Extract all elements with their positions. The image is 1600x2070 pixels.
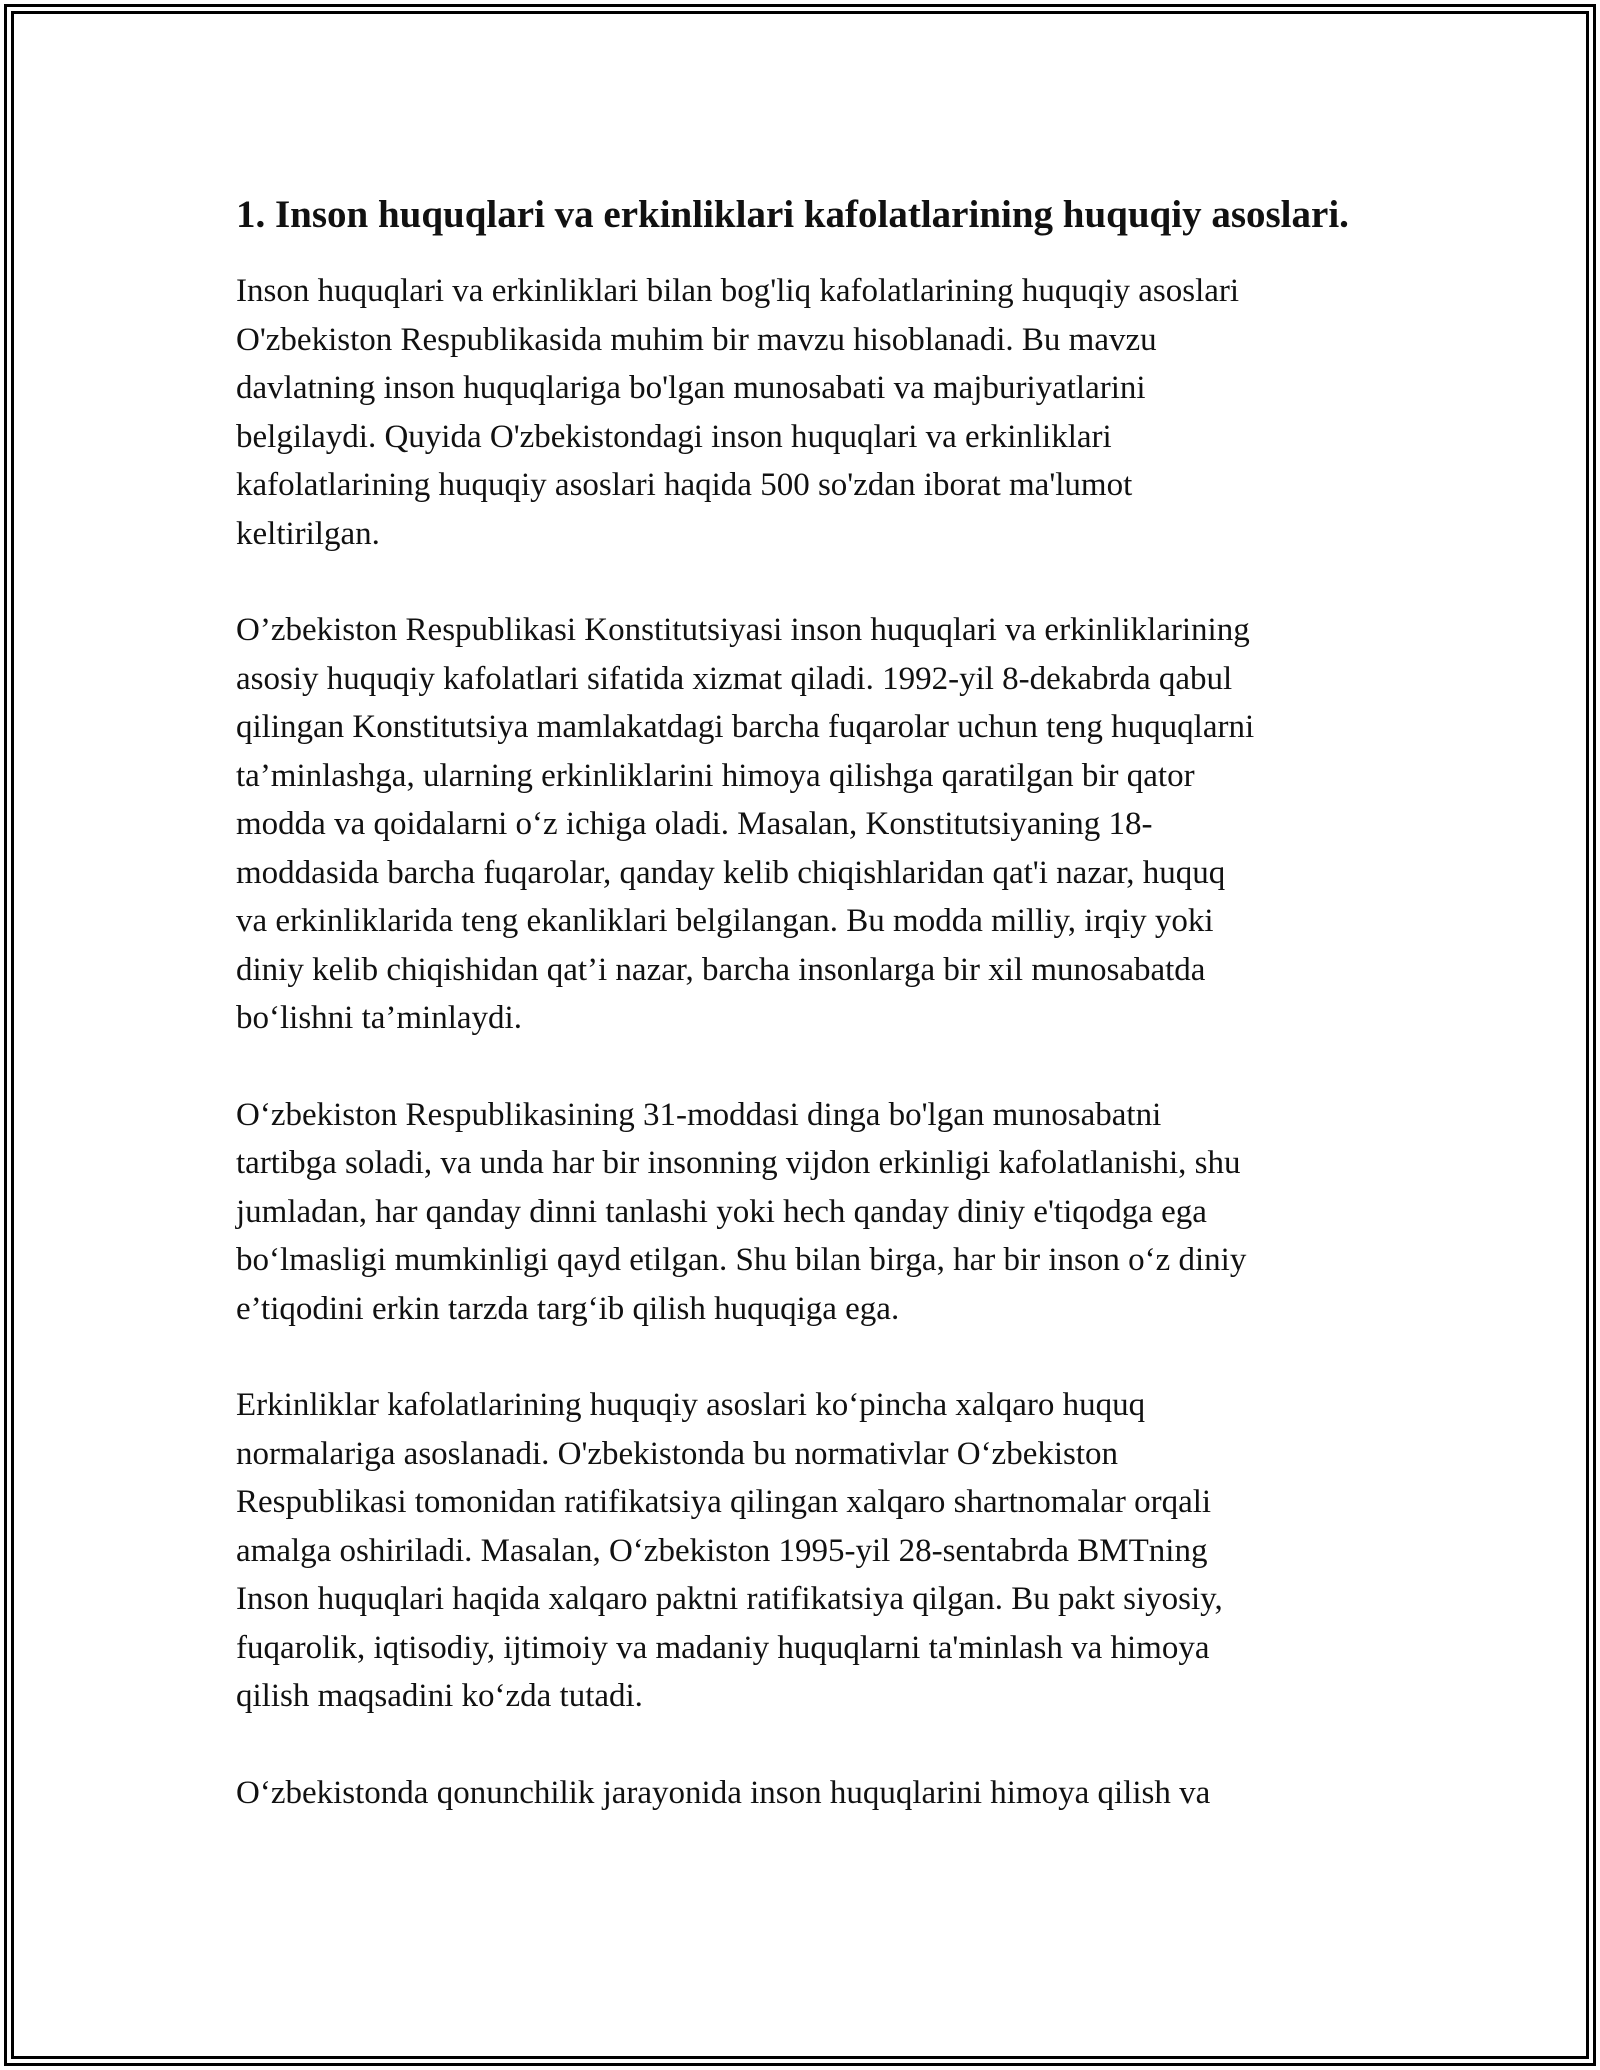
paragraph-intro: Inson huquqlari va erkinliklari bilan bog'liq kafolatlarining huquqiy asoslari O'zbekiston Respublikasida muhim bir mavzu hisoblanadi. Bu mavzu davlatning inson huquqlariga bo'lgan munosabati va majburiyatlarini belgilaydi. Quyida O'zbekistondagi inson huquqlari va erkinliklari kafolatlarining huquqiy asoslari haqida 500 so'zdan iborat ma'lumot keltirilgan. [236,273,1240,552]
paragraph-international-law: Erkinliklar kafolatlarining huquqiy asoslari ko‘pincha xalqaro huquq normalariga asoslanadi. O'zbekistonda bu normativlar O‘zbekiston Respublikasi tomonidan ratifikatsiya qilingan xalqaro shartnomalar orqali amalga oshiriladi. Masalan, O‘zbekiston 1995-yil 28-sentabrda BMTning Inson huquqlari haqida xalqaro paktni ratifikatsiya qilgan. Bu pakt siyosiy, fuqarolik, iqtisodiy, ijtimoiy va madaniy huquqlarni ta'minlash va himoya qilish maqsadini ko‘zda tutadi. [236,1387,1223,1714]
document-body [236,188,1376,1865]
paragraph-legislation: O‘zbekistonda qonunchilik jarayonida inson huquqlarini himoya qilish va [236,1774,1211,1811]
paragraph-article-31: O‘zbekiston Respublikasining 31-moddasi dinga bo'lgan munosabatni tartibga soladi, va unda har bir insonning vijdon erkinligi kafolatlanishi, shu jumladan, har qanday dinni tanlashi yoki hech qanday diniy e'tiqodga ega bo‘lmasligi mumkinligi qayd etilgan. Shu bilan birga, har bir inson o‘z diniy e’tiqodini erkin tarzda targ‘ib qilish huquqiga ega. [236,1096,1247,1327]
document-heading: 1. Inson huquqlari va erkinliklari kafolatlarining huquqiy asoslari. [236,193,1349,236]
paragraph-constitution: O’zbekiston Respublikasi Konstitutsiyasi inson huquqlari va erkinliklarining asosiy huquqiy kafolatlari sifatida xizmat qiladi. 1992-yil 8-dekabrda qabul qilingan Konstitutsiya mamlakatdagi barcha fuqarolar uchun teng huquqlarni ta’minlashga, ularning erkinliklarini himoya qilishga qaratilgan bir qator modda va qoidalarni o‘z ichiga oladi. Masalan, Konstitutsiyaning 18- moddasida barcha fuqarolar, qanday kelib chiqishlaridan qat'i nazar, huquq va erkinliklarida teng ekanliklari belgilangan. Bu modda milliy, irqiy yoki diniy kelib chiqishidan qat’i nazar, barcha insonlarga bir xil munosabatda bo‘lishni ta’minlaydi. [236,612,1255,1036]
